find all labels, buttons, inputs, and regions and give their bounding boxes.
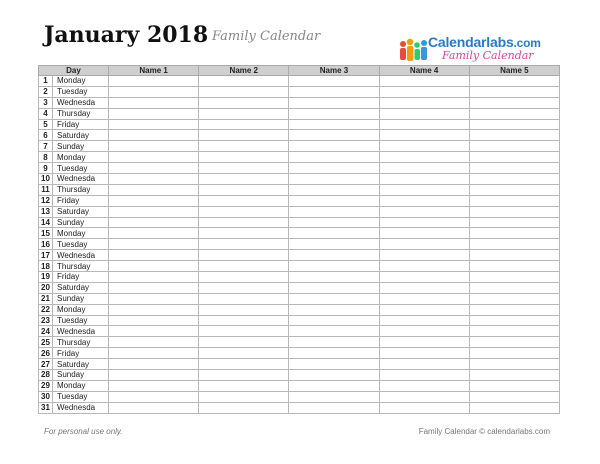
name-2-cell[interactable] <box>199 206 289 217</box>
date-number: 14 <box>39 217 53 228</box>
name-1-cell[interactable] <box>109 326 199 337</box>
logo-tagline: Family Calendar <box>442 49 534 62</box>
name-4-cell[interactable] <box>379 206 469 217</box>
table-header-row <box>39 66 560 76</box>
table-row <box>39 130 560 141</box>
column-header-name-2: Name 2 <box>199 66 289 76</box>
name-2-cell[interactable] <box>199 359 289 370</box>
family-figures-icon <box>398 36 430 66</box>
name-2-cell[interactable] <box>199 293 289 304</box>
name-4-cell[interactable] <box>379 402 469 413</box>
name-2-cell[interactable] <box>199 195 289 206</box>
name-3-cell[interactable] <box>289 152 379 163</box>
name-2-cell[interactable] <box>199 261 289 272</box>
name-4-cell[interactable] <box>379 152 469 163</box>
date-number: 30 <box>39 391 53 402</box>
name-3-cell[interactable] <box>289 250 379 261</box>
name-5-cell[interactable] <box>469 108 559 119</box>
name-4-cell[interactable] <box>379 261 469 272</box>
name-4-cell[interactable] <box>379 348 469 359</box>
weekday-name: Thursday <box>53 108 109 119</box>
weekday-name: Monday <box>53 152 109 163</box>
name-5-cell[interactable] <box>469 141 559 152</box>
name-2-cell[interactable] <box>199 315 289 326</box>
name-1-cell[interactable] <box>109 348 199 359</box>
date-number: 26 <box>39 348 53 359</box>
name-4-cell[interactable] <box>379 86 469 97</box>
weekday-name: Saturday <box>53 282 109 293</box>
footer-copyright: Family Calendar © calendarlabs.com <box>418 427 550 436</box>
column-header-name-1: Name 1 <box>109 66 199 76</box>
weekday-name: Wednesda <box>53 250 109 261</box>
name-4-cell[interactable] <box>379 76 469 87</box>
name-5-cell[interactable] <box>469 239 559 250</box>
name-4-cell[interactable] <box>379 174 469 185</box>
table-row <box>39 228 560 239</box>
column-header-day: Day <box>39 66 109 76</box>
weekday-name: Saturday <box>53 130 109 141</box>
name-4-cell[interactable] <box>379 326 469 337</box>
name-1-cell[interactable] <box>109 239 199 250</box>
table-row <box>39 239 560 250</box>
date-number: 12 <box>39 195 53 206</box>
date-number: 29 <box>39 380 53 391</box>
date-number: 6 <box>39 130 53 141</box>
name-5-cell[interactable] <box>469 272 559 283</box>
name-1-cell[interactable] <box>109 272 199 283</box>
name-2-cell[interactable] <box>199 391 289 402</box>
name-5-cell[interactable] <box>469 359 559 370</box>
calendar-subtitle: Family Calendar <box>212 29 321 44</box>
name-4-cell[interactable] <box>379 130 469 141</box>
name-5-cell[interactable] <box>469 370 559 381</box>
name-1-cell[interactable] <box>109 359 199 370</box>
name-4-cell[interactable] <box>379 163 469 174</box>
name-5-cell[interactable] <box>469 391 559 402</box>
name-3-cell[interactable] <box>289 272 379 283</box>
table-row <box>39 391 560 402</box>
name-3-cell[interactable] <box>289 174 379 185</box>
date-number: 4 <box>39 108 53 119</box>
name-5-cell[interactable] <box>469 326 559 337</box>
name-3-cell[interactable] <box>289 315 379 326</box>
weekday-name: Saturday <box>53 359 109 370</box>
name-2-cell[interactable] <box>199 108 289 119</box>
date-number: 20 <box>39 282 53 293</box>
table-row <box>39 97 560 108</box>
name-1-cell[interactable] <box>109 108 199 119</box>
name-1-cell[interactable] <box>109 337 199 348</box>
name-5-cell[interactable] <box>469 261 559 272</box>
column-header-name-3: Name 3 <box>289 66 379 76</box>
logo-brand: Calendarlabs <box>428 34 514 50</box>
date-number: 8 <box>39 152 53 163</box>
name-5-cell[interactable] <box>469 315 559 326</box>
date-number: 17 <box>39 250 53 261</box>
table-row <box>39 119 560 130</box>
name-4-cell[interactable] <box>379 141 469 152</box>
name-3-cell[interactable] <box>289 141 379 152</box>
name-3-cell[interactable] <box>289 348 379 359</box>
name-5-cell[interactable] <box>469 293 559 304</box>
name-1-cell[interactable] <box>109 119 199 130</box>
name-1-cell[interactable] <box>109 174 199 185</box>
column-header-name-4: Name 4 <box>379 66 469 76</box>
logo-domain: .com <box>513 36 541 50</box>
date-number: 11 <box>39 184 53 195</box>
weekday-name: Sunday <box>53 217 109 228</box>
name-3-cell[interactable] <box>289 359 379 370</box>
table-row <box>39 304 560 315</box>
weekday-name: Friday <box>53 272 109 283</box>
name-3-cell[interactable] <box>289 380 379 391</box>
name-4-cell[interactable] <box>379 119 469 130</box>
name-2-cell[interactable] <box>199 337 289 348</box>
name-4-cell[interactable] <box>379 97 469 108</box>
date-number: 10 <box>39 174 53 185</box>
weekday-name: Friday <box>53 119 109 130</box>
name-5-cell[interactable] <box>469 348 559 359</box>
weekday-name: Sunday <box>53 293 109 304</box>
name-5-cell[interactable] <box>469 174 559 185</box>
date-number: 16 <box>39 239 53 250</box>
table-row <box>39 195 560 206</box>
weekday-name: Thursday <box>53 184 109 195</box>
name-1-cell[interactable] <box>109 141 199 152</box>
name-1-cell[interactable] <box>109 304 199 315</box>
name-2-cell[interactable] <box>199 348 289 359</box>
weekday-name: Tuesday <box>53 391 109 402</box>
weekday-name: Tuesday <box>53 239 109 250</box>
weekday-name: Tuesday <box>53 86 109 97</box>
name-3-cell[interactable] <box>289 206 379 217</box>
weekday-name: Thursday <box>53 261 109 272</box>
name-1-cell[interactable] <box>109 380 199 391</box>
name-1-cell[interactable] <box>109 195 199 206</box>
date-number: 23 <box>39 315 53 326</box>
name-2-cell[interactable] <box>199 326 289 337</box>
date-number: 9 <box>39 163 53 174</box>
table-row <box>39 402 560 413</box>
weekday-name: Wednesda <box>53 97 109 108</box>
name-1-cell[interactable] <box>109 97 199 108</box>
date-number: 7 <box>39 141 53 152</box>
name-5-cell[interactable] <box>469 119 559 130</box>
month-title: January 2018 <box>44 22 209 48</box>
table-row <box>39 261 560 272</box>
weekday-name: Tuesday <box>53 315 109 326</box>
name-4-cell[interactable] <box>379 304 469 315</box>
name-3-cell[interactable] <box>289 261 379 272</box>
name-2-cell[interactable] <box>199 370 289 381</box>
date-number: 31 <box>39 402 53 413</box>
weekday-name: Wednesda <box>53 402 109 413</box>
name-5-cell[interactable] <box>469 337 559 348</box>
name-5-cell[interactable] <box>469 250 559 261</box>
name-4-cell[interactable] <box>379 184 469 195</box>
name-5-cell[interactable] <box>469 304 559 315</box>
name-3-cell[interactable] <box>289 402 379 413</box>
calendar-header <box>44 20 560 62</box>
name-3-cell[interactable] <box>289 97 379 108</box>
weekday-name: Sunday <box>53 370 109 381</box>
weekday-name: Monday <box>53 304 109 315</box>
name-5-cell[interactable] <box>469 130 559 141</box>
weekday-name: Sunday <box>53 141 109 152</box>
table-row <box>39 184 560 195</box>
name-2-cell[interactable] <box>199 272 289 283</box>
name-1-cell[interactable] <box>109 228 199 239</box>
table-row <box>39 206 560 217</box>
name-4-cell[interactable] <box>379 370 469 381</box>
date-number: 15 <box>39 228 53 239</box>
table-row <box>39 108 560 119</box>
name-2-cell[interactable] <box>199 228 289 239</box>
name-2-cell[interactable] <box>199 76 289 87</box>
name-1-cell[interactable] <box>109 391 199 402</box>
name-4-cell[interactable] <box>379 239 469 250</box>
calendar-rows <box>39 76 560 414</box>
name-5-cell[interactable] <box>469 217 559 228</box>
name-2-cell[interactable] <box>199 282 289 293</box>
weekday-name: Monday <box>53 76 109 87</box>
name-3-cell[interactable] <box>289 326 379 337</box>
name-1-cell[interactable] <box>109 315 199 326</box>
name-2-cell[interactable] <box>199 174 289 185</box>
table-row <box>39 217 560 228</box>
name-5-cell[interactable] <box>469 86 559 97</box>
name-5-cell[interactable] <box>469 402 559 413</box>
name-2-cell[interactable] <box>199 86 289 97</box>
calendarlabs-logo[interactable] <box>398 34 550 68</box>
name-1-cell[interactable] <box>109 206 199 217</box>
date-number: 18 <box>39 261 53 272</box>
name-2-cell[interactable] <box>199 97 289 108</box>
name-4-cell[interactable] <box>379 380 469 391</box>
name-3-cell[interactable] <box>289 228 379 239</box>
name-1-cell[interactable] <box>109 293 199 304</box>
name-1-cell[interactable] <box>109 184 199 195</box>
name-5-cell[interactable] <box>469 282 559 293</box>
name-5-cell[interactable] <box>469 184 559 195</box>
name-4-cell[interactable] <box>379 272 469 283</box>
name-4-cell[interactable] <box>379 228 469 239</box>
calendar-table <box>38 65 560 414</box>
weekday-name: Saturday <box>53 206 109 217</box>
column-header-name-5: Name 5 <box>469 66 559 76</box>
weekday-name: Friday <box>53 195 109 206</box>
name-2-cell[interactable] <box>199 163 289 174</box>
name-2-cell[interactable] <box>199 250 289 261</box>
date-number: 22 <box>39 304 53 315</box>
name-5-cell[interactable] <box>469 206 559 217</box>
table-row <box>39 174 560 185</box>
name-1-cell[interactable] <box>109 402 199 413</box>
table-row <box>39 326 560 337</box>
name-1-cell[interactable] <box>109 152 199 163</box>
name-2-cell[interactable] <box>199 119 289 130</box>
weekday-name: Monday <box>53 380 109 391</box>
name-4-cell[interactable] <box>379 195 469 206</box>
weekday-name: Monday <box>53 228 109 239</box>
weekday-name: Tuesday <box>53 163 109 174</box>
name-4-cell[interactable] <box>379 315 469 326</box>
name-3-cell[interactable] <box>289 195 379 206</box>
name-3-cell[interactable] <box>289 293 379 304</box>
name-3-cell[interactable] <box>289 239 379 250</box>
name-1-cell[interactable] <box>109 250 199 261</box>
table-row <box>39 250 560 261</box>
name-1-cell[interactable] <box>109 282 199 293</box>
name-3-cell[interactable] <box>289 184 379 195</box>
name-3-cell[interactable] <box>289 391 379 402</box>
name-3-cell[interactable] <box>289 86 379 97</box>
footer-personal-use: For personal use only. <box>44 427 123 436</box>
name-1-cell[interactable] <box>109 370 199 381</box>
name-3-cell[interactable] <box>289 370 379 381</box>
weekday-name: Friday <box>53 348 109 359</box>
name-5-cell[interactable] <box>469 228 559 239</box>
table-row <box>39 293 560 304</box>
name-2-cell[interactable] <box>199 152 289 163</box>
name-2-cell[interactable] <box>199 141 289 152</box>
weekday-name: Wednesda <box>53 326 109 337</box>
name-2-cell[interactable] <box>199 239 289 250</box>
name-1-cell[interactable] <box>109 163 199 174</box>
name-3-cell[interactable] <box>289 163 379 174</box>
name-4-cell[interactable] <box>379 217 469 228</box>
table-row <box>39 76 560 87</box>
name-5-cell[interactable] <box>469 76 559 87</box>
name-3-cell[interactable] <box>289 130 379 141</box>
weekday-name: Thursday <box>53 337 109 348</box>
name-2-cell[interactable] <box>199 380 289 391</box>
date-number: 3 <box>39 97 53 108</box>
date-number: 19 <box>39 272 53 283</box>
date-number: 27 <box>39 359 53 370</box>
name-3-cell[interactable] <box>289 119 379 130</box>
table-row <box>39 359 560 370</box>
name-4-cell[interactable] <box>379 391 469 402</box>
table-row <box>39 348 560 359</box>
name-1-cell[interactable] <box>109 130 199 141</box>
name-3-cell[interactable] <box>289 108 379 119</box>
name-4-cell[interactable] <box>379 108 469 119</box>
table-row <box>39 272 560 283</box>
name-1-cell[interactable] <box>109 217 199 228</box>
name-5-cell[interactable] <box>469 380 559 391</box>
name-3-cell[interactable] <box>289 304 379 315</box>
name-4-cell[interactable] <box>379 282 469 293</box>
table-row <box>39 141 560 152</box>
table-row <box>39 282 560 293</box>
date-number: 24 <box>39 326 53 337</box>
name-5-cell[interactable] <box>469 97 559 108</box>
name-5-cell[interactable] <box>469 195 559 206</box>
name-1-cell[interactable] <box>109 76 199 87</box>
name-2-cell[interactable] <box>199 184 289 195</box>
date-number: 25 <box>39 337 53 348</box>
date-number: 13 <box>39 206 53 217</box>
table-row <box>39 337 560 348</box>
date-number: 21 <box>39 293 53 304</box>
name-5-cell[interactable] <box>469 163 559 174</box>
table-row <box>39 380 560 391</box>
name-2-cell[interactable] <box>199 217 289 228</box>
name-2-cell[interactable] <box>199 130 289 141</box>
name-2-cell[interactable] <box>199 304 289 315</box>
date-number: 5 <box>39 119 53 130</box>
name-2-cell[interactable] <box>199 402 289 413</box>
name-3-cell[interactable] <box>289 217 379 228</box>
name-1-cell[interactable] <box>109 261 199 272</box>
table-row <box>39 370 560 381</box>
table-row <box>39 86 560 97</box>
date-number: 2 <box>39 86 53 97</box>
name-4-cell[interactable] <box>379 293 469 304</box>
weekday-name: Wednesda <box>53 174 109 185</box>
name-4-cell[interactable] <box>379 337 469 348</box>
table-row <box>39 163 560 174</box>
name-3-cell[interactable] <box>289 76 379 87</box>
name-4-cell[interactable] <box>379 359 469 370</box>
name-5-cell[interactable] <box>469 152 559 163</box>
name-3-cell[interactable] <box>289 337 379 348</box>
table-row <box>39 152 560 163</box>
name-3-cell[interactable] <box>289 282 379 293</box>
date-number: 1 <box>39 76 53 87</box>
name-1-cell[interactable] <box>109 86 199 97</box>
table-row <box>39 315 560 326</box>
date-number: 28 <box>39 370 53 381</box>
name-4-cell[interactable] <box>379 250 469 261</box>
